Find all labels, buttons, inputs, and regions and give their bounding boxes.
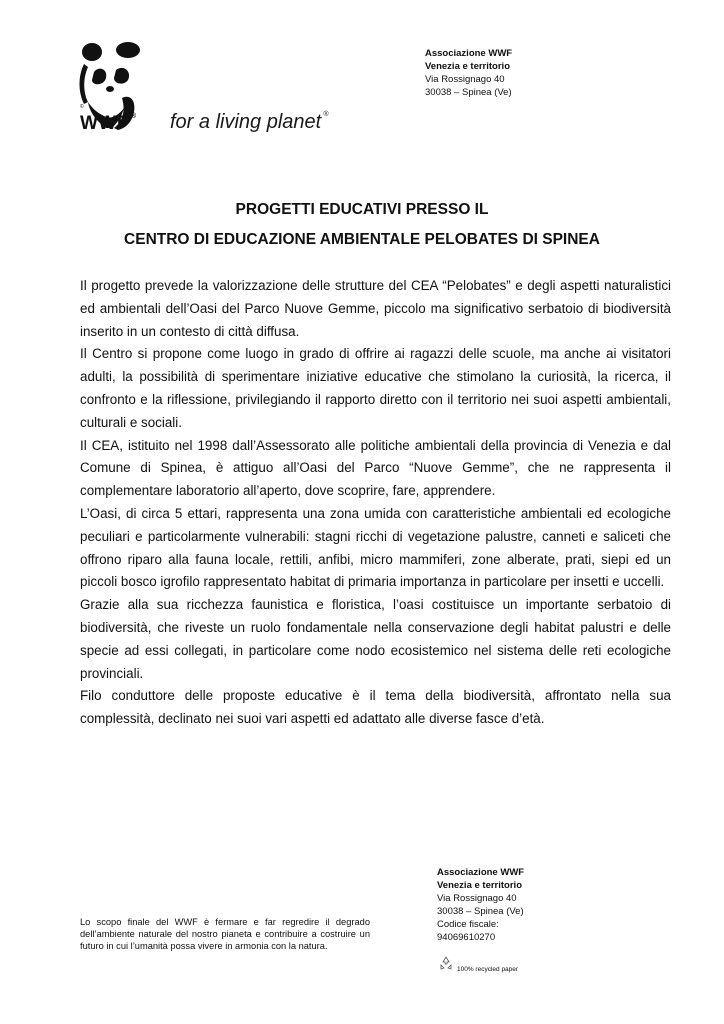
address-city: 30038 – Spinea (Ve) (425, 87, 512, 98)
paragraph: Il Centro si propone come luogo in grado di offrire ai ragazzi delle scuole, ma anche ai visitatori adulti, la possibilità di sperimentare iniziative educative che stimolano la curiosità, la ricerca, il confronto e la riflessione, privilegiando il rapporto diretto con il territorio nei suoi aspetti ambientali, culturali e sociali. (80, 346, 671, 430)
address-org: Associazione WWF (425, 48, 513, 59)
recycle-icon (438, 955, 454, 976)
tagline: for a living planet ® (170, 111, 329, 133)
paragraph: Il CEA, istituito nel 1998 dall’Assessorato alle politiche ambientali della provincia di Venezia e dal Comune di Spinea, è attiguo all’Oasi del Parco “Nuove Gemme”, che ne rappresenta il complementare laboratorio all’aperto, dove scoprire, fare, apprendere. (80, 437, 671, 499)
address-org: Associazione WWF (437, 867, 525, 878)
address-division: Venezia e territorio (437, 880, 523, 891)
paragraph: Grazie alla sua ricchezza faunistica e floristica, l’oasi costituisce un importante serbatoio di biodiversità, che riveste un ruolo fondamentale nella conservazione degli habitat palustri e delle specie ad essi collegati, in particolare come nodo ecosistemico nel sistema delle reti ecologiche provinciali. (80, 597, 671, 681)
tax-code: 94069610270 (437, 932, 496, 943)
svg-text:©: © (80, 104, 84, 110)
paragraph: L’Oasi, di circa 5 ettari, rappresenta una zona umida con caratteristiche ambientali ed ecologiche peculiari e particolarmente vulnerabili: stagni ricchi di vegetazione palustre, canneti e saliceti che offrono riparo alla fauna locale, rettili, anfibi, micro mammiferi, zone alberate, prati, siepi ed un piccoli bosco igrofilo rappresentato habitat di primaria importanza in particolare per insetti e uccelli. (80, 505, 671, 590)
document-title-line-1: PROGETTI EDUCATIVI PRESSO IL (235, 201, 489, 218)
address-street: Via Rossignago 40 (425, 74, 505, 85)
paragraph: Il progetto prevede la valorizzazione delle strutture del CEA “Pelobates” e degli aspetti naturalistici ed ambientali dell’Oasi del Parco Nuove Gemme, piccolo ma significativo serbatoio di biodiversità inserito in un contesto di città diffusa. (80, 278, 671, 339)
document-body (80, 275, 671, 731)
paragraph: Filo conduttore delle proposte educative è il tema della biodiversità, affrontato nella sua complessità, declinato nei suoi vari aspetti ed adattato alle diverse fasce d’età. (80, 688, 671, 727)
recycled-paper-label: 100% recycled paper (457, 966, 519, 973)
tax-code-label: Codice fiscale: (437, 919, 499, 930)
recycled-paper-mark (438, 955, 518, 976)
document-title-line-2: CENTRO DI EDUCAZIONE AMBIENTALE PELOBATES DI SPINEA (124, 231, 600, 248)
address-division: Venezia e territorio (425, 61, 511, 72)
address-city: 30038 – Spinea (Ve) (437, 906, 524, 917)
wwf-wordmark: WWF ® (80, 113, 137, 134)
mission-statement: Lo scopo finale del WWF è fermare e far regredire il degrado dell’ambiente naturale del nostro pianeta e contribuire a costruire un futuro in cui l’umanità possa vivere in armonia con la natura. (80, 917, 370, 951)
footer-address (437, 866, 524, 944)
address-street: Via Rossignago 40 (437, 893, 517, 904)
header-address (425, 47, 512, 99)
